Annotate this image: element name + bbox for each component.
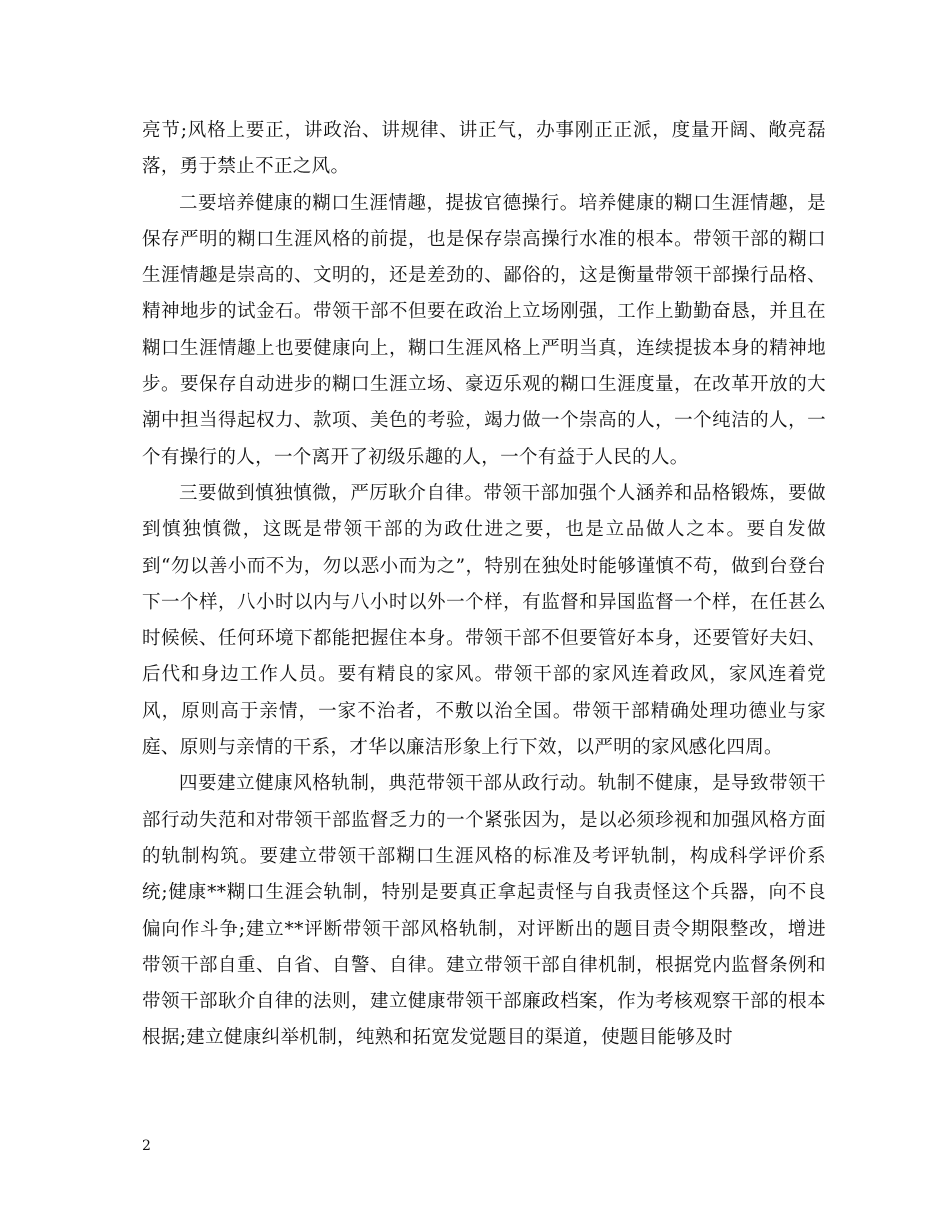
paragraph-institutions: 四要建立健康风格轨制，典范带领干部从政行动。轨制不健康，是导致带领干部行动失范和对带领干部监督乏力的一个紧张因为，是以必须珍视和加强风格方面的轨制构筑。要建立带领干部糊口生涯风格的标准及考评轨制，构成科学评价系统;健康**糊口生涯会轨制，特别是要真正拿起责怪与自我责怪这个兵器，向不良偏向作斗争;建立**评断带领干部风格轨制，对评断出的题目责令期限整改，增进带领干部自重、自省、自警、自律。建立带领干部自律机制，根据党内监督条例和带领干部耿介自律的法则，建立健康带领干部廉政档案，作为考核观察干部的根本根据;建立健康纠举机制，纯熟和拓宽发觉题目的渠道，使题目能够及时	[142, 773, 826, 1049]
paragraph-self-discipline: 三要做到慎独慎微，严厉耿介自律。带领干部加强个人涵养和品格锻炼，要做到慎独慎微，这既是带领干部的为政仕进之要，也是立品做人之本。要自发做到“勿以善小而不为，勿以恶小而为之”，特别在独处时能够谨慎不苟，做到台登台下一个样，八小时以内与八小时以外一个样，有监督和异国监督一个样，在任甚么时候候、任何环境下都能把握住本身。带领干部不但要管好本身，还要管好夫妇、后代和身边工作人员。要有精良的家风。带领干部的家风连着政风，家风连着党风，原则高于亲情，一家不治者，不敷以治全国。带领干部精确处理功德业与家庭、原则与亲情的干系，才华以廉洁形象上行下效，以严明的家风感化四周。	[142, 482, 826, 759]
document-body	[142, 113, 826, 1057]
paragraph-continuation: 亮节;风格上要正，讲政治、讲规律、讲正气，办事刚正正派，度量开阔、敞亮磊落，勇于禁止不正之风。	[142, 120, 826, 178]
page-number: 2	[142, 1138, 151, 1154]
paragraph-interests: 二要培养健康的糊口生涯情趣，提拔官德操行。培养健康的糊口生涯情趣，是保存严明的糊口生涯风格的前提，也是保存崇高操行水准的根本。带领干部的糊口生涯情趣是崇高的、文明的，还是差劲的、鄙俗的，这是衡量带领干部操行品格、精神地步的试金石。带领干部不但要在政治上立场刚强，工作上勤勤奋恳，并且在糊口生涯情趣上也要健康向上，糊口生涯风格上严明当真，连续提拔本身的精神地步。要保存自动进步的糊口生涯立场、豪迈乐观的糊口生涯度量，在改革开放的大潮中担当得起权力、款项、美色的考验，竭力做一个崇高的人，一个纯洁的人，一个有操行的人，一个离开了初级乐趣的人，一个有益于人民的人。	[142, 192, 826, 468]
